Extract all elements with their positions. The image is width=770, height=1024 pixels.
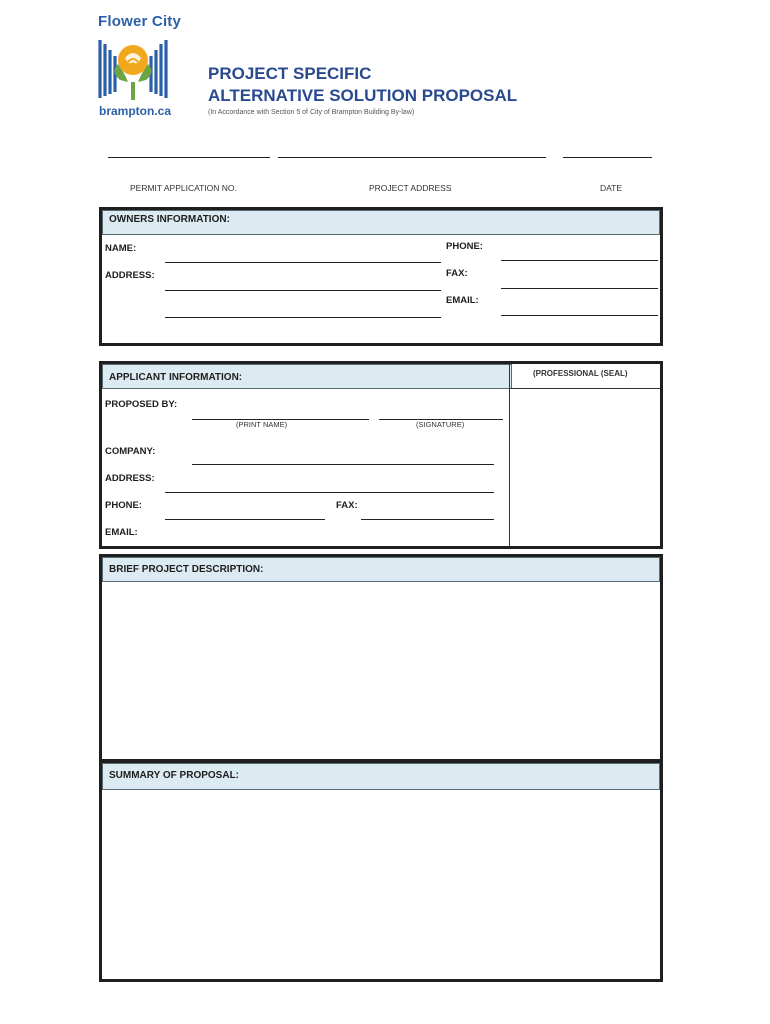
project-address-label: PROJECT ADDRESS (369, 183, 452, 193)
permit-label: PERMIT APPLICATION NO. (130, 183, 237, 193)
applicant-fax-line[interactable] (361, 519, 494, 520)
description-section (99, 554, 663, 762)
applicant-phone-label: PHONE: (105, 500, 142, 511)
applicant-phone-line[interactable] (165, 519, 325, 520)
logo-top-text: Flower City (98, 13, 182, 30)
owner-address-line-2[interactable] (165, 317, 441, 318)
page-title (208, 63, 517, 107)
title-line-1: PROJECT SPECIFIC (208, 64, 372, 83)
rose-logo-icon (98, 36, 168, 102)
summary-heading: SUMMARY OF PROPOSAL: (102, 763, 660, 790)
summary-textarea[interactable] (102, 790, 660, 979)
logo-bottom-text: brampton.ca (99, 104, 172, 118)
applicant-fax-label: FAX: (336, 500, 358, 511)
seal-label: (PROFESSIONAL (SEAL) (533, 369, 628, 378)
owner-email-line[interactable] (501, 315, 658, 316)
owner-fax-label: FAX: (446, 268, 468, 279)
permit-number-line[interactable] (108, 157, 270, 158)
company-line[interactable] (192, 464, 494, 465)
owner-name-label: NAME: (105, 243, 137, 254)
seal-divider (509, 364, 510, 546)
applicant-heading: APPLICANT INFORMATION: (102, 364, 512, 389)
page-subtitle: (In Accordance with Section 5 of City of Brampton Building By-law) (208, 109, 415, 116)
owners-heading: OWNERS INFORMATION: (102, 210, 660, 235)
applicant-address-label: ADDRESS: (105, 473, 155, 484)
owner-phone-line[interactable] (501, 260, 658, 261)
owner-email-label: EMAIL: (446, 295, 479, 306)
company-label: COMPANY: (105, 446, 156, 457)
owner-address-label: ADDRESS: (105, 270, 155, 281)
project-address-line[interactable] (278, 157, 546, 158)
proposed-by-label: PROPOSED BY: (105, 399, 178, 410)
date-line[interactable] (563, 157, 652, 158)
signature-label: (SIGNATURE) (416, 420, 465, 429)
owner-fax-line[interactable] (501, 288, 658, 289)
owner-phone-label: PHONE: (446, 241, 483, 252)
applicant-email-label: EMAIL: (105, 527, 138, 538)
title-line-2: ALTERNATIVE SOLUTION PROPOSAL (208, 86, 518, 105)
owner-address-line-1[interactable] (165, 290, 441, 291)
summary-section (99, 760, 663, 982)
owner-name-line[interactable] (165, 262, 441, 263)
description-textarea[interactable] (102, 582, 660, 759)
seal-area[interactable] (511, 390, 659, 545)
date-label: DATE (600, 183, 623, 193)
applicant-address-line[interactable] (165, 492, 494, 493)
print-name-label: (PRINT NAME) (236, 420, 288, 429)
seal-divider-h (509, 388, 660, 389)
description-heading: BRIEF PROJECT DESCRIPTION: (102, 557, 660, 582)
owners-section (99, 207, 663, 346)
